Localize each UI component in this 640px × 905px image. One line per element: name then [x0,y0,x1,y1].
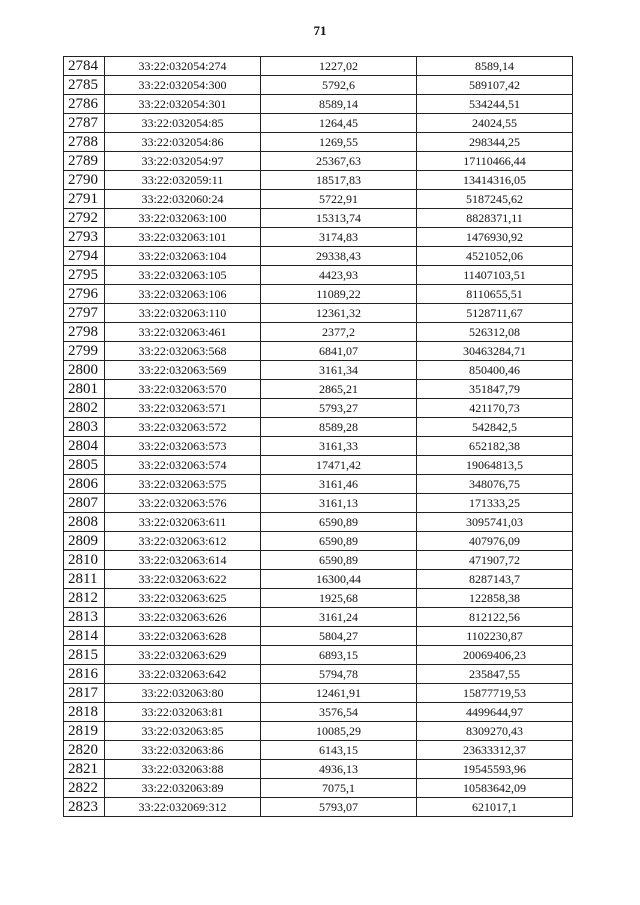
value-cell: 850400,46 [417,361,573,380]
area-cell: 3576,54 [261,703,417,722]
row-number-cell: 2791 [64,190,105,209]
value-cell: 171333,25 [417,494,573,513]
table-row [64,304,573,323]
table-row [64,247,573,266]
table-row [64,646,573,665]
cadastral-number-cell: 33:22:032063:574 [105,456,261,475]
table-row [64,152,573,171]
value-cell: 13414316,05 [417,171,573,190]
cadastral-number-cell: 33:22:032063:612 [105,532,261,551]
area-cell: 3161,34 [261,361,417,380]
value-cell: 8110655,51 [417,285,573,304]
page-number: 71 [313,23,327,38]
area-cell: 12461,91 [261,684,417,703]
row-number-cell: 2786 [64,95,105,114]
row-number-cell: 2788 [64,133,105,152]
area-cell: 5793,27 [261,399,417,418]
area-cell: 4936,13 [261,760,417,779]
land-parcel-table [63,56,573,817]
row-number-cell: 2810 [64,551,105,570]
value-cell: 3095741,03 [417,513,573,532]
value-cell: 589107,42 [417,76,573,95]
row-number-cell: 2790 [64,171,105,190]
row-number-cell: 2793 [64,228,105,247]
table-row [64,570,573,589]
cadastral-number-cell: 33:22:032063:642 [105,665,261,684]
row-number-cell: 2806 [64,475,105,494]
value-cell: 20069406,23 [417,646,573,665]
area-cell: 6841,07 [261,342,417,361]
row-number-cell: 2809 [64,532,105,551]
value-cell: 526312,08 [417,323,573,342]
value-cell: 5187245,62 [417,190,573,209]
cadastral-number-cell: 33:22:032063:80 [105,684,261,703]
area-cell: 6590,89 [261,551,417,570]
row-number-cell: 2804 [64,437,105,456]
cadastral-number-cell: 33:22:032063:88 [105,760,261,779]
table-row [64,760,573,779]
table-row [64,703,573,722]
cadastral-number-cell: 33:22:032063:614 [105,551,261,570]
area-cell: 12361,32 [261,304,417,323]
value-cell: 8828371,11 [417,209,573,228]
area-cell: 18517,83 [261,171,417,190]
area-cell: 10085,29 [261,722,417,741]
area-cell: 1269,55 [261,133,417,152]
value-cell: 235847,55 [417,665,573,684]
cadastral-number-cell: 33:22:032063:106 [105,285,261,304]
area-cell: 6143,15 [261,741,417,760]
row-number-cell: 2795 [64,266,105,285]
table-row [64,741,573,760]
row-number-cell: 2822 [64,779,105,798]
row-number-cell: 2823 [64,798,105,817]
area-cell: 2377,2 [261,323,417,342]
area-cell: 16300,44 [261,570,417,589]
row-number-cell: 2819 [64,722,105,741]
row-number-cell: 2803 [64,418,105,437]
value-cell: 122858,38 [417,589,573,608]
table-row [64,380,573,399]
table-row [64,133,573,152]
table-row [64,57,573,76]
value-cell: 8589,14 [417,57,573,76]
row-number-cell: 2821 [64,760,105,779]
area-cell: 25367,63 [261,152,417,171]
row-number-cell: 2799 [64,342,105,361]
row-number-cell: 2813 [64,608,105,627]
area-cell: 5804,27 [261,627,417,646]
table-row [64,285,573,304]
cadastral-number-cell: 33:22:032063:100 [105,209,261,228]
table-row [64,722,573,741]
row-number-cell: 2820 [64,741,105,760]
value-cell: 534244,51 [417,95,573,114]
cadastral-number-cell: 33:22:032063:570 [105,380,261,399]
table-row [64,779,573,798]
cadastral-number-cell: 33:22:032063:575 [105,475,261,494]
table-row [64,589,573,608]
value-cell: 1102230,87 [417,627,573,646]
area-cell: 15313,74 [261,209,417,228]
value-cell: 23633312,37 [417,741,573,760]
area-cell: 2865,21 [261,380,417,399]
cadastral-number-cell: 33:22:032069:312 [105,798,261,817]
table-row [64,190,573,209]
row-number-cell: 2815 [64,646,105,665]
cadastral-number-cell: 33:22:032063:461 [105,323,261,342]
table-row [64,532,573,551]
table-row [64,608,573,627]
area-cell: 6590,89 [261,513,417,532]
value-cell: 15877719,53 [417,684,573,703]
row-number-cell: 2798 [64,323,105,342]
value-cell: 4499644,97 [417,703,573,722]
table-row [64,665,573,684]
cadastral-number-cell: 33:22:032063:89 [105,779,261,798]
row-number-cell: 2787 [64,114,105,133]
row-number-cell: 2805 [64,456,105,475]
table-row [64,323,573,342]
area-cell: 3161,13 [261,494,417,513]
table-row [64,456,573,475]
area-cell: 3161,24 [261,608,417,627]
row-number-cell: 2792 [64,209,105,228]
cadastral-number-cell: 33:22:032054:300 [105,76,261,95]
row-number-cell: 2812 [64,589,105,608]
cadastral-number-cell: 33:22:032063:576 [105,494,261,513]
value-cell: 4521052,06 [417,247,573,266]
area-cell: 3161,46 [261,475,417,494]
row-number-cell: 2796 [64,285,105,304]
table-row [64,76,573,95]
cadastral-number-cell: 33:22:032063:85 [105,722,261,741]
value-cell: 1476930,92 [417,228,573,247]
area-cell: 1264,45 [261,114,417,133]
area-cell: 7075,1 [261,779,417,798]
cadastral-number-cell: 33:22:032063:626 [105,608,261,627]
value-cell: 19064813,5 [417,456,573,475]
value-cell: 5128711,67 [417,304,573,323]
table-row [64,342,573,361]
table-row [64,95,573,114]
cadastral-number-cell: 33:22:032054:274 [105,57,261,76]
area-cell: 17471,42 [261,456,417,475]
cadastral-number-cell: 33:22:032063:628 [105,627,261,646]
value-cell: 24024,55 [417,114,573,133]
cadastral-number-cell: 33:22:032063:81 [105,703,261,722]
row-number-cell: 2811 [64,570,105,589]
cadastral-number-cell: 33:22:032063:571 [105,399,261,418]
table-row [64,171,573,190]
value-cell: 407976,09 [417,532,573,551]
cadastral-number-cell: 33:22:032063:104 [105,247,261,266]
area-cell: 11089,22 [261,285,417,304]
table-row [64,418,573,437]
row-number-cell: 2818 [64,703,105,722]
row-number-cell: 2808 [64,513,105,532]
cadastral-number-cell: 33:22:032063:573 [105,437,261,456]
row-number-cell: 2816 [64,665,105,684]
table-row [64,266,573,285]
cadastral-number-cell: 33:22:032054:86 [105,133,261,152]
table-row [64,114,573,133]
table-row [64,798,573,817]
area-cell: 3161,33 [261,437,417,456]
row-number-cell: 2784 [64,57,105,76]
area-cell: 29338,43 [261,247,417,266]
cadastral-number-cell: 33:22:032063:622 [105,570,261,589]
area-cell: 1925,68 [261,589,417,608]
value-cell: 298344,25 [417,133,573,152]
table-row [64,494,573,513]
value-cell: 8287143,7 [417,570,573,589]
cadastral-number-cell: 33:22:032063:611 [105,513,261,532]
table-row [64,209,573,228]
row-number-cell: 2801 [64,380,105,399]
area-cell: 5794,78 [261,665,417,684]
table-row [64,361,573,380]
area-cell: 8589,14 [261,95,417,114]
area-cell: 8589,28 [261,418,417,437]
cadastral-number-cell: 33:22:032054:85 [105,114,261,133]
row-number-cell: 2817 [64,684,105,703]
row-number-cell: 2785 [64,76,105,95]
row-number-cell: 2802 [64,399,105,418]
cadastral-number-cell: 33:22:032063:625 [105,589,261,608]
table-row [64,437,573,456]
value-cell: 348076,75 [417,475,573,494]
row-number-cell: 2789 [64,152,105,171]
value-cell: 351847,79 [417,380,573,399]
cadastral-number-cell: 33:22:032063:86 [105,741,261,760]
area-cell: 5792,6 [261,76,417,95]
row-number-cell: 2800 [64,361,105,380]
row-number-cell: 2807 [64,494,105,513]
cadastral-number-cell: 33:22:032054:97 [105,152,261,171]
cadastral-number-cell: 33:22:032063:101 [105,228,261,247]
value-cell: 812122,56 [417,608,573,627]
cadastral-number-cell: 33:22:032063:569 [105,361,261,380]
table-row [64,475,573,494]
area-cell: 5722,91 [261,190,417,209]
area-cell: 3174,83 [261,228,417,247]
row-number-cell: 2814 [64,627,105,646]
cadastral-number-cell: 33:22:032063:105 [105,266,261,285]
table-row [64,228,573,247]
value-cell: 17110466,44 [417,152,573,171]
value-cell: 652182,38 [417,437,573,456]
cadastral-number-cell: 33:22:032063:568 [105,342,261,361]
area-cell: 6893,15 [261,646,417,665]
table-row [64,513,573,532]
area-cell: 4423,93 [261,266,417,285]
value-cell: 621017,1 [417,798,573,817]
row-number-cell: 2794 [64,247,105,266]
value-cell: 30463284,71 [417,342,573,361]
table-row [64,627,573,646]
table-row [64,399,573,418]
row-number-cell: 2797 [64,304,105,323]
value-cell: 10583642,09 [417,779,573,798]
cadastral-number-cell: 33:22:032063:110 [105,304,261,323]
area-cell: 1227,02 [261,57,417,76]
area-cell: 5793,07 [261,798,417,817]
cadastral-number-cell: 33:22:032054:301 [105,95,261,114]
area-cell: 6590,89 [261,532,417,551]
cadastral-number-cell: 33:22:032063:629 [105,646,261,665]
value-cell: 471907,72 [417,551,573,570]
cadastral-number-cell: 33:22:032059:11 [105,171,261,190]
table-body [64,57,573,817]
table-row [64,551,573,570]
cadastral-number-cell: 33:22:032060:24 [105,190,261,209]
cadastral-number-cell: 33:22:032063:572 [105,418,261,437]
value-cell: 19545593,96 [417,760,573,779]
value-cell: 542842,5 [417,418,573,437]
table-row [64,684,573,703]
value-cell: 8309270,43 [417,722,573,741]
value-cell: 11407103,51 [417,266,573,285]
value-cell: 421170,73 [417,399,573,418]
